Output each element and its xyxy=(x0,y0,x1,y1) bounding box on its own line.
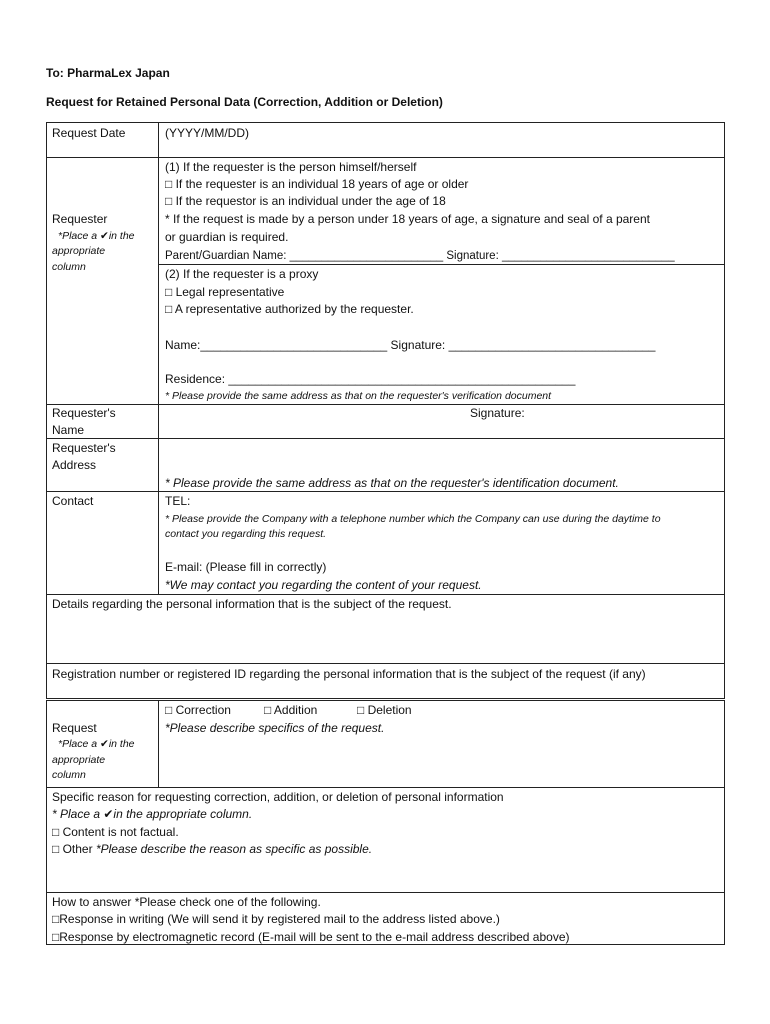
checkbox-addition[interactable]: □ Addition xyxy=(264,703,318,717)
request-label: Request xyxy=(52,721,97,735)
proxy-residence-field[interactable]: Residence: ____________________________________________________ xyxy=(165,372,576,386)
request-note: appropriate xyxy=(52,754,106,766)
recipient-line: To: PharmaLex Japan xyxy=(46,66,170,80)
self-request-heading: (1) If the requester is the person himself/herself xyxy=(165,160,417,174)
proxy-name-signature-field[interactable]: Name:____________________________ Signature: _______________________________ xyxy=(165,338,656,352)
requester-note: appropriate xyxy=(52,245,106,257)
checkbox-under-18[interactable]: □ If the requestor is an individual under the age of 18 xyxy=(165,194,446,208)
parent-guardian-field[interactable]: Parent/Guardian Name: ________________________ Signature: ___________________________ xyxy=(165,250,675,262)
requester-name-label: Name xyxy=(52,423,85,437)
under-18-note: * If the request is made by a person under 18 years of age, a signature and seal of a parent xyxy=(165,212,650,226)
contact-label: Contact xyxy=(52,494,94,508)
column-divider xyxy=(158,700,159,788)
request-describe-note: *Please describe specifics of the request. xyxy=(165,721,385,735)
proxy-residence-note: * Please provide the same address as that on the requester's verification document xyxy=(165,390,552,402)
checkbox-authorized-representative[interactable]: □ A representative authorized by the requester. xyxy=(165,302,414,316)
checkbox-response-email[interactable]: □Response by electromagnetic record (E-mail will be sent to the e-mail address described above) xyxy=(52,930,570,944)
requester-signature-label[interactable]: Signature: xyxy=(470,406,525,420)
checkbox-other[interactable] xyxy=(52,841,372,858)
tel-field[interactable]: TEL: xyxy=(165,494,191,508)
request-date-field[interactable]: (YYYY/MM/DD) xyxy=(165,126,249,140)
tel-note: * Please provide the Company with a telephone number which the Company can use during the daytime to xyxy=(165,513,661,525)
row-divider xyxy=(46,438,725,439)
under-18-note: or guardian is required. xyxy=(165,230,289,244)
requester-address-note: * Please provide the same address as that on the requester's identification document. xyxy=(165,476,619,490)
answer-heading: How to answer *Please check one of the following. xyxy=(52,895,321,909)
row-divider xyxy=(46,892,725,893)
email-field[interactable]: E-mail: (Please fill in correctly) xyxy=(165,560,327,574)
tel-note: contact you regarding this request. xyxy=(165,528,327,540)
requester-note: column xyxy=(52,261,86,273)
requester-address-label: Requester's xyxy=(52,441,116,455)
request-date-label: Request Date xyxy=(52,126,126,140)
other-reason-note: *Please describe the reason as specific as possible. xyxy=(95,842,373,856)
requester-note: *Place a ✔in the xyxy=(58,230,135,242)
requester-label: Requester xyxy=(52,212,108,226)
checkbox-18-or-older[interactable]: □ If the requester is an individual 18 years of age or older xyxy=(165,177,469,191)
requester-name-label: Requester's xyxy=(52,406,116,420)
request-note: *Place a ✔in the xyxy=(58,738,135,750)
row-divider xyxy=(46,157,725,158)
requester-address-label: Address xyxy=(52,458,97,472)
reason-note: * Place a ✔in the appropriate column. xyxy=(52,807,253,821)
checkbox-not-factual[interactable]: □ Content is not factual. xyxy=(52,825,179,839)
checkbox-other-label: □ Other xyxy=(52,842,96,856)
row-divider xyxy=(46,663,725,664)
request-note: column xyxy=(52,769,86,781)
checkbox-legal-representative[interactable]: □ Legal representative xyxy=(165,285,285,299)
checkbox-response-writing[interactable]: □Response in writing (We will send it by registered mail to the address listed above.) xyxy=(52,912,500,926)
reason-heading: Specific reason for requesting correction, addition, or deletion of personal information xyxy=(52,790,504,804)
column-divider xyxy=(158,122,159,595)
email-note: *We may contact you regarding the content of your request. xyxy=(165,578,482,592)
checkbox-deletion[interactable]: □ Deletion xyxy=(357,703,412,717)
checkbox-correction[interactable]: □ Correction xyxy=(165,703,231,717)
form-title: Request for Retained Personal Data (Correction, Addition or Deletion) xyxy=(46,95,443,109)
proxy-heading: (2) If the requester is a proxy xyxy=(165,267,319,281)
details-label: Details regarding the personal information that is the subject of the request. xyxy=(52,597,452,611)
registration-label: Registration number or registered ID regarding the personal information that is the subject of the request (if any) xyxy=(52,667,646,681)
